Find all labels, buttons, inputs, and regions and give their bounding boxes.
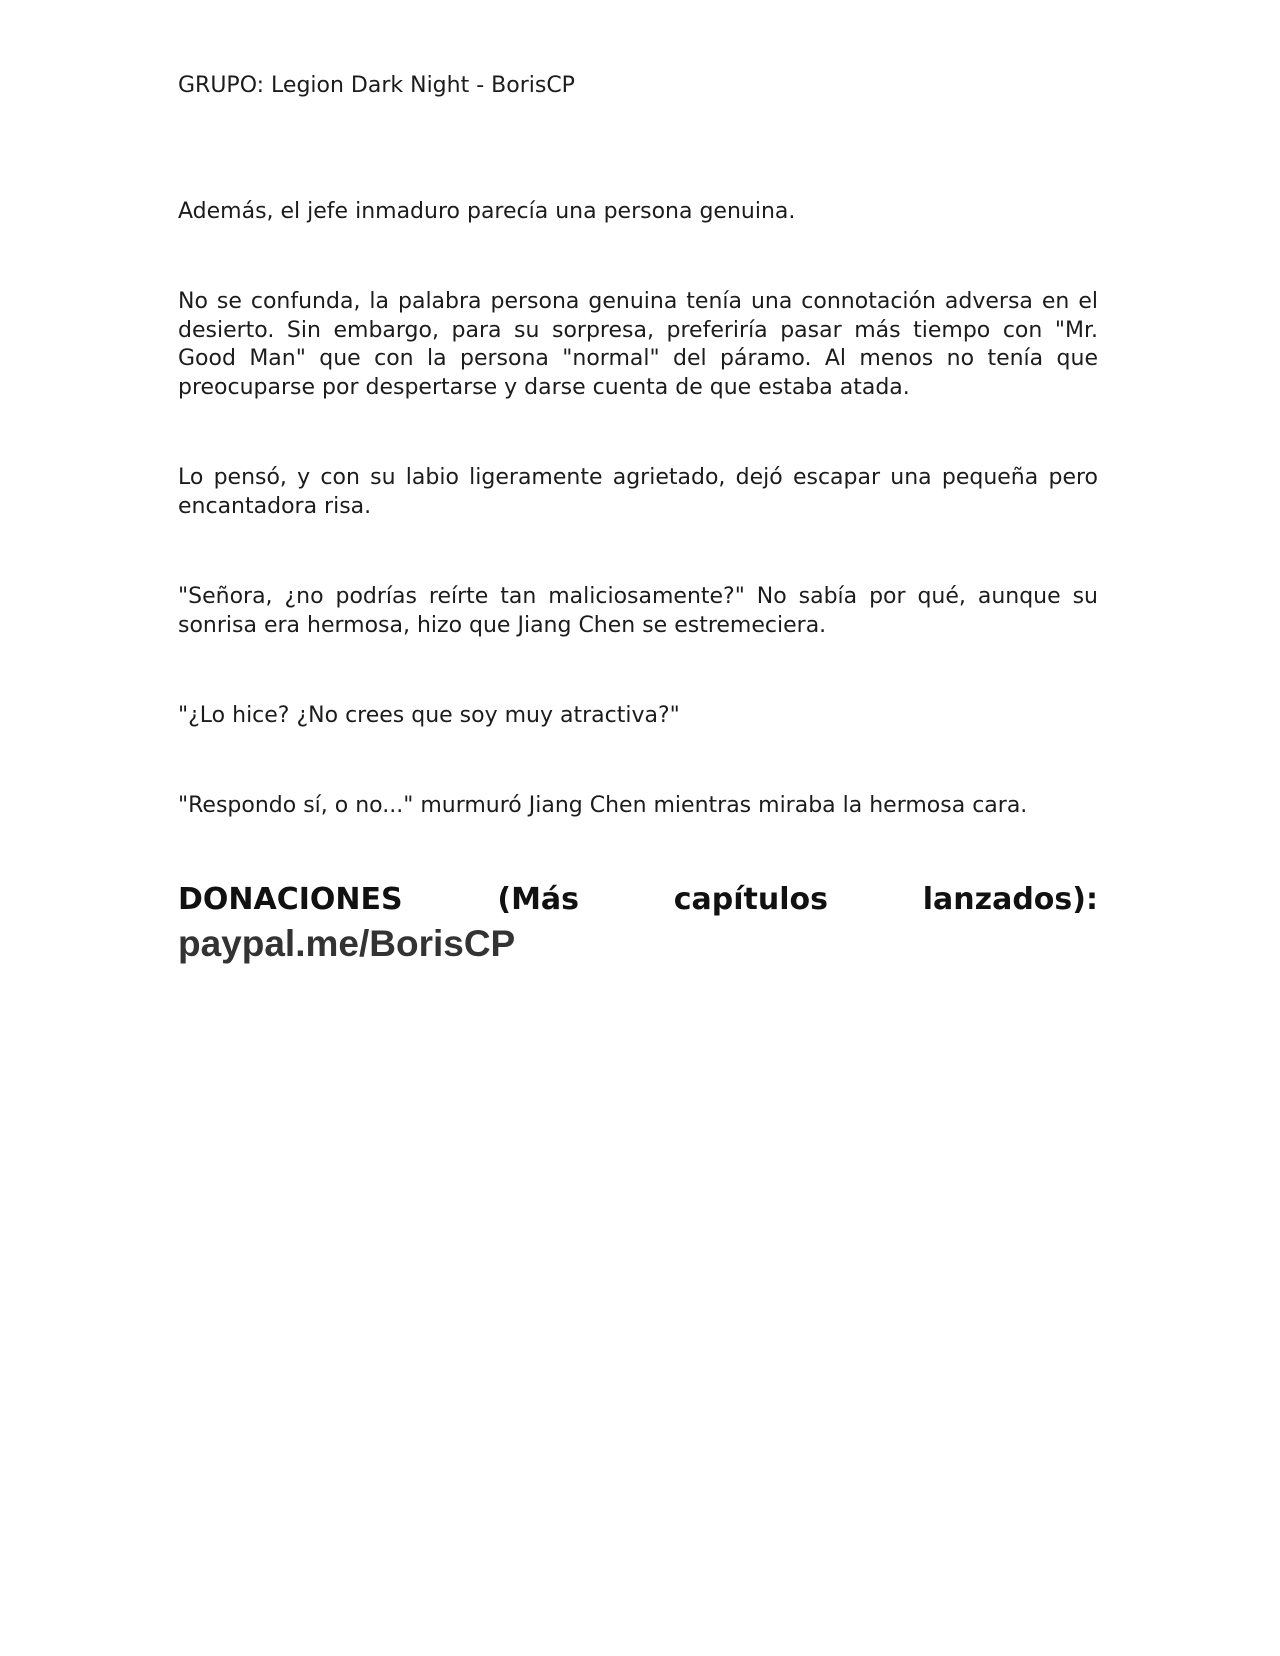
donation-heading bbox=[178, 880, 1098, 920]
donation-section bbox=[178, 880, 1098, 966]
donation-word-4: lanzados): bbox=[922, 882, 1098, 917]
paypal-link[interactable]: paypal.me/BorisCP bbox=[178, 923, 516, 964]
paragraph-1: Además, el jefe inmaduro parecía una persona genuina. bbox=[178, 199, 796, 224]
paragraph-2: No se confunda, la palabra persona genuina tenía una connotación adversa en el desierto. Sin embargo, para su sorpresa, preferiría pasar más tiempo con "Mr. Good Man" que con la persona "normal" del páramo. Al menos no tenía que preocuparse por despertarse y darse cuenta de que estaba atada. bbox=[178, 289, 1098, 400]
paragraph-6: "Respondo sí, o no..." murmuró Jiang Chen mientras miraba la hermosa cara. bbox=[178, 793, 1028, 818]
paragraph-4: "Señora, ¿no podrías reírte tan maliciosamente?" No sabía por qué, aunque su sonrisa era hermosa, hizo que Jiang Chen se estremeciera. bbox=[178, 584, 1098, 638]
group-credit: GRUPO: Legion Dark Night - BorisCP bbox=[178, 73, 575, 98]
paragraph-5: "¿Lo hice? ¿No crees que soy muy atractiva?" bbox=[178, 703, 680, 728]
paragraph-3: Lo pensó, y con su labio ligeramente agrietado, dejó escapar una pequeña pero encantadora risa. bbox=[178, 465, 1098, 519]
donation-word-2: (Más bbox=[497, 882, 580, 917]
donation-word-3: capítulos bbox=[673, 882, 828, 917]
donation-word-1: DONACIONES bbox=[178, 882, 403, 917]
